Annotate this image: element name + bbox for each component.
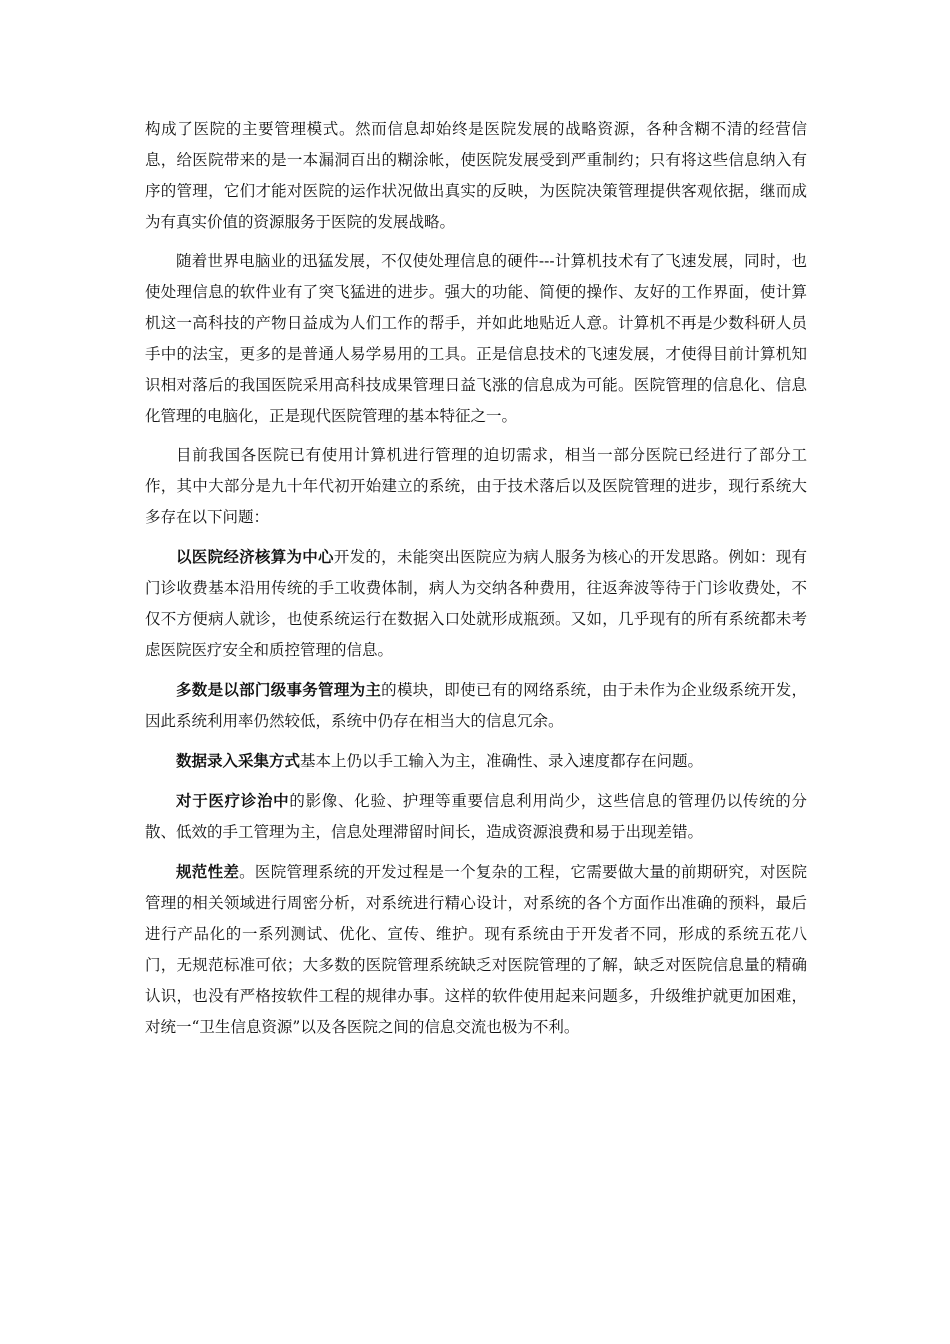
paragraph-problem-department-level (145, 674, 807, 737)
paragraph-text: 的模块，即使已有的网络系统，由于未作为企业级系统开发，因此系统利用率仍然较低，系统中仍存在相当大的信息冗余。 (145, 681, 807, 730)
body-text (145, 114, 807, 1043)
paragraph-problem-economic-accounting (145, 541, 807, 666)
paragraph-text: 。医院管理系统的开发过程是一个复杂的工程，它需要做大量的前期研究，对医院管理的相关领域进行周密分析，对系统进行精心设计，对系统的各个方面作出准确的预料，最后进行产品化的一系列测试、优化、宣传、维护。现有系统由于开发者不同，形成的系统五花八门，无规范标准可依；大多数的医院管理系统缺乏对医院管理的了解，缺乏对医院信息量的精确认识，也没有严格按软件工程的规律办事。这样的软件使用起来问题多，升级维护就更加困难，对统一“卫生信息资源”以及各医院之间的信息交流也极为不利。 (145, 863, 807, 1036)
paragraph-lead: 对于医疗诊治中 (176, 791, 290, 810)
paragraph-lead: 数据录入采集方式 (176, 751, 301, 770)
paragraph-text: 开发的，未能突出医院应为病人服务为核心的开发思路。例如：现有门诊收费基本沿用传统的手工收费体制，病人为交纳各种费用，往返奔波等待于门诊收费处，不仅不方便病人就诊，也使系统运行在数据入口处就形成瓶颈。又如，几乎现有的所有系统都未考虑医院医疗安全和质控管理的信息。 (145, 548, 807, 659)
paragraph-lead: 规范性差 (176, 862, 240, 881)
paragraph-lead: 以医院经济核算为中心 (176, 547, 334, 566)
paragraph-hospital-management-mode (145, 114, 807, 238)
paragraph-text: 构成了医院的主要管理模式。然而信息却始终是医院发展的战略资源，各种含糊不清的经营信息，给医院带来的是一本漏洞百出的糊涂帐，使医院发展受到严重制约；只有将这些信息纳入有序的管理，它们才能对医院的运作状况做出真实的反映，为医院决策管理提供客观依据，继而成为有真实价值的资源服务于医院的发展战略。 (145, 120, 807, 231)
paragraph-text: 基本上仍以手工输入为主，准确性、录入速度都存在问题。 (300, 752, 704, 770)
paragraph-text: 的影像、化验、护理等重要信息利用尚少，这些信息的管理仍以传统的分散、低效的手工管理为主，信息处理滞留时间长，造成资源浪费和易于出现差错。 (145, 792, 807, 841)
paragraph-computer-development (145, 246, 807, 432)
paragraph-problem-data-entry (145, 745, 807, 777)
paragraph-current-problems-intro (145, 440, 807, 533)
paragraph-problem-standardization (145, 856, 807, 1043)
paragraph-text: 随着世界电脑业的迅猛发展，不仅使处理信息的硬件---计算机技术有了飞速发展，同时，也使处理信息的软件业有了突飞猛进的进步。强大的功能、简便的操作、友好的工作界面，使计算机这一高科技的产物日益成为人们工作的帮手，并如此地贴近人意。计算机不再是少数科研人员手中的法宝，更多的是普通人易学易用的工具。正是信息技术的飞速发展，才使得目前计算机知识相对落后的我国医院采用高科技成果管理日益飞涨的信息成为可能。医院管理的信息化、信息化管理的电脑化，正是现代医院管理的基本特征之一。 (145, 252, 807, 425)
paragraph-lead: 多数是以部门级事务管理为主 (176, 680, 382, 699)
paragraph-problem-medical-info (145, 785, 807, 848)
paragraph-text: 目前我国各医院已有使用计算机进行管理的迫切需求，相当一部分医院已经进行了部分工作，其中大部分是九十年代初开始建立的系统，由于技术落后以及医院管理的进步，现行系统大多存在以下问题： (145, 446, 807, 526)
